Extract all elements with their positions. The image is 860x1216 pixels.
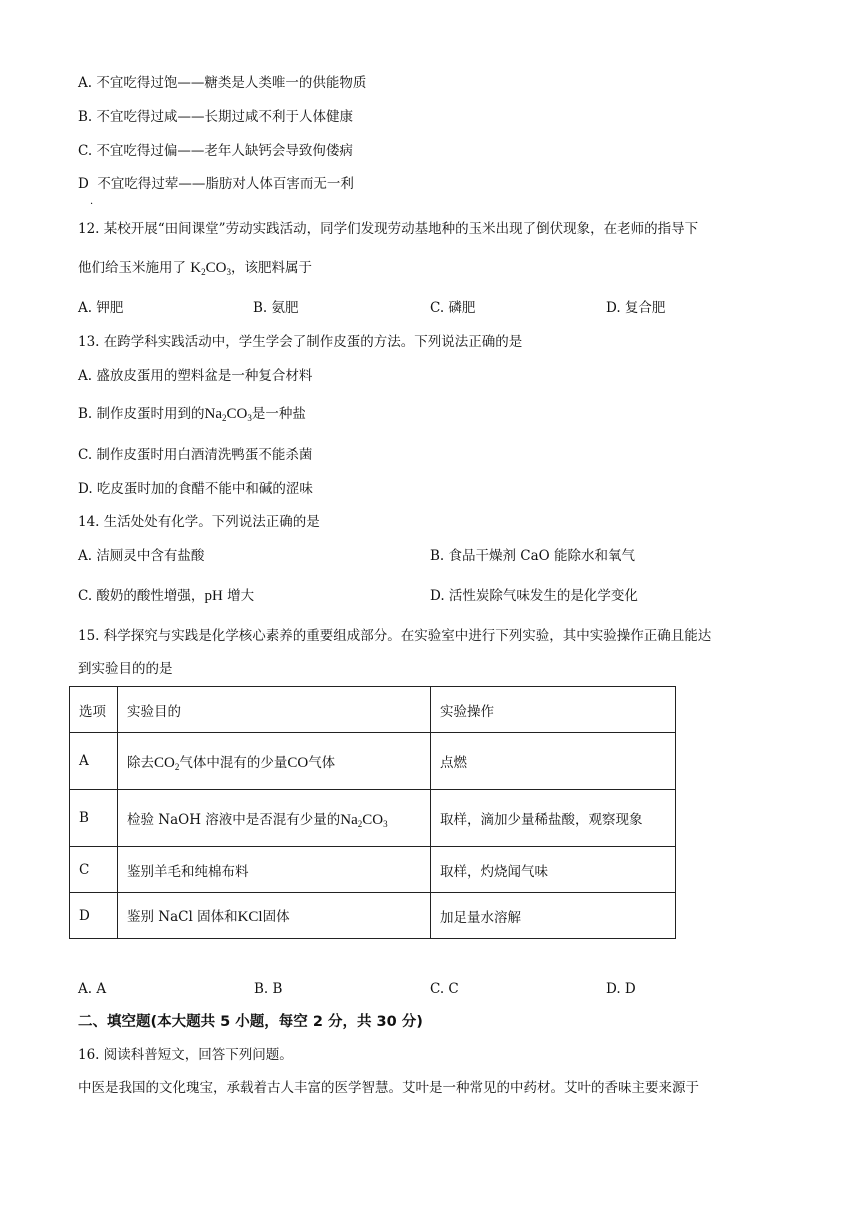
row-option: A <box>70 733 118 790</box>
k2co3-formula: $K_2CO_3$ <box>190 260 231 277</box>
row-goal: 检验 NaOH 溶液中是否混有少量的$Na_2CO_3$ <box>118 790 431 847</box>
q11-option-d: D 不宜吃得过荤——脂肪对人体百害而无一利 <box>78 176 354 192</box>
q12-option-c: C. 磷肥 <box>430 300 476 316</box>
q11-option-a: A. 不宜吃得过饱——糖类是人类唯一的供能物质 <box>78 75 367 91</box>
table-row <box>70 893 676 939</box>
q15-stem-line1: 15. 科学探究与实践是化学核心素养的重要组成部分。在实验室中进行下列实验，其中实验操作正确且能达 <box>78 628 712 644</box>
row-operation: 取样，灼烧闻气味 <box>431 847 676 893</box>
header-goal: 实验目的 <box>118 687 431 733</box>
q11-option-c: C. 不宜吃得过偏——老年人缺钙会导致佝偻病 <box>78 143 353 159</box>
q15-option-a: A. A <box>78 981 107 997</box>
header-operation: 实验操作 <box>431 687 676 733</box>
q12-option-d: D. 复合肥 <box>606 300 666 316</box>
q13-option-a: A. 盛放皮蛋用的塑料盆是一种复合材料 <box>78 368 313 384</box>
section-title: 二、填空题(本大题共 5 小题，每空 2 分，共 30 分) <box>78 1014 423 1030</box>
q14-option-c: C. 酸奶的酸性增强，pH 增大 <box>78 588 255 604</box>
q12-option-b: B. 氨肥 <box>253 300 299 316</box>
q13-option-b: B. 制作皮蛋时用到的$Na_2CO_3$是一种盐 <box>78 406 306 423</box>
row-goal: 除去$CO_2$气体中混有的少量CO气体 <box>118 733 431 790</box>
q11-dot-mark: · <box>90 199 94 210</box>
row-option: C <box>70 847 118 893</box>
q12-stem-line2: 他们给玉米施用了 $K_2CO_3$，该肥料属于 <box>78 260 312 277</box>
q16-stem: 16. 阅读科普短文，回答下列问题。 <box>78 1047 293 1063</box>
row-option: B <box>70 790 118 847</box>
experiment-table <box>69 686 676 939</box>
q14-option-d: D. 活性炭除气味发生的是化学变化 <box>430 588 638 604</box>
q11-option-b: B. 不宜吃得过咸——长期过咸不利于人体健康 <box>78 109 354 125</box>
q13-option-c: C. 制作皮蛋时用白酒清洗鸭蛋不能杀菌 <box>78 447 313 463</box>
row-operation: 点燃 <box>431 733 676 790</box>
q14-stem: 14. 生活处处有化学。下列说法正确的是 <box>78 514 320 530</box>
q14-option-a: A. 洁厕灵中含有盐酸 <box>78 548 205 564</box>
table-header-row <box>70 687 676 733</box>
table-row <box>70 847 676 893</box>
table-row <box>70 733 676 790</box>
q13-option-d: D. 吃皮蛋时加的食醋不能中和碱的涩味 <box>78 481 313 497</box>
row-goal: 鉴别羊毛和纯棉布料 <box>118 847 431 893</box>
header-option: 选项 <box>70 687 118 733</box>
row-option: D <box>70 893 118 939</box>
q12-stem-line1: 12. 某校开展“田间课堂”劳动实践活动，同学们发现劳动基地种的玉米出现了倒伏现象，在老师的指导下 <box>78 221 699 237</box>
na2co3-formula: $Na_2CO_3$ <box>204 406 252 423</box>
q15-option-b: B. B <box>254 981 283 997</box>
q16-paragraph: 中医是我国的文化瑰宝，承载着古人丰富的医学智慧。艾叶是一种常见的中药材。艾叶的香味主要来源于 <box>78 1080 699 1096</box>
q15-stem-line2: 到实验目的的是 <box>78 661 173 677</box>
row-operation: 加足量水溶解 <box>431 893 676 939</box>
q12-option-a: A. 钾肥 <box>78 300 124 316</box>
q15-option-d: D. D <box>606 981 636 997</box>
q13-stem: 13. 在跨学科实践活动中，学生学会了制作皮蛋的方法。下列说法正确的是 <box>78 334 523 350</box>
q15-option-c: C. C <box>430 981 459 997</box>
row-operation: 取样，滴加少量稀盐酸，观察现象 <box>431 790 676 847</box>
q14-option-b: B. 食品干燥剂 CaO 能除水和氧气 <box>430 548 636 564</box>
table-row <box>70 790 676 847</box>
row-goal: 鉴别 NaCl 固体和KCl固体 <box>118 893 431 939</box>
